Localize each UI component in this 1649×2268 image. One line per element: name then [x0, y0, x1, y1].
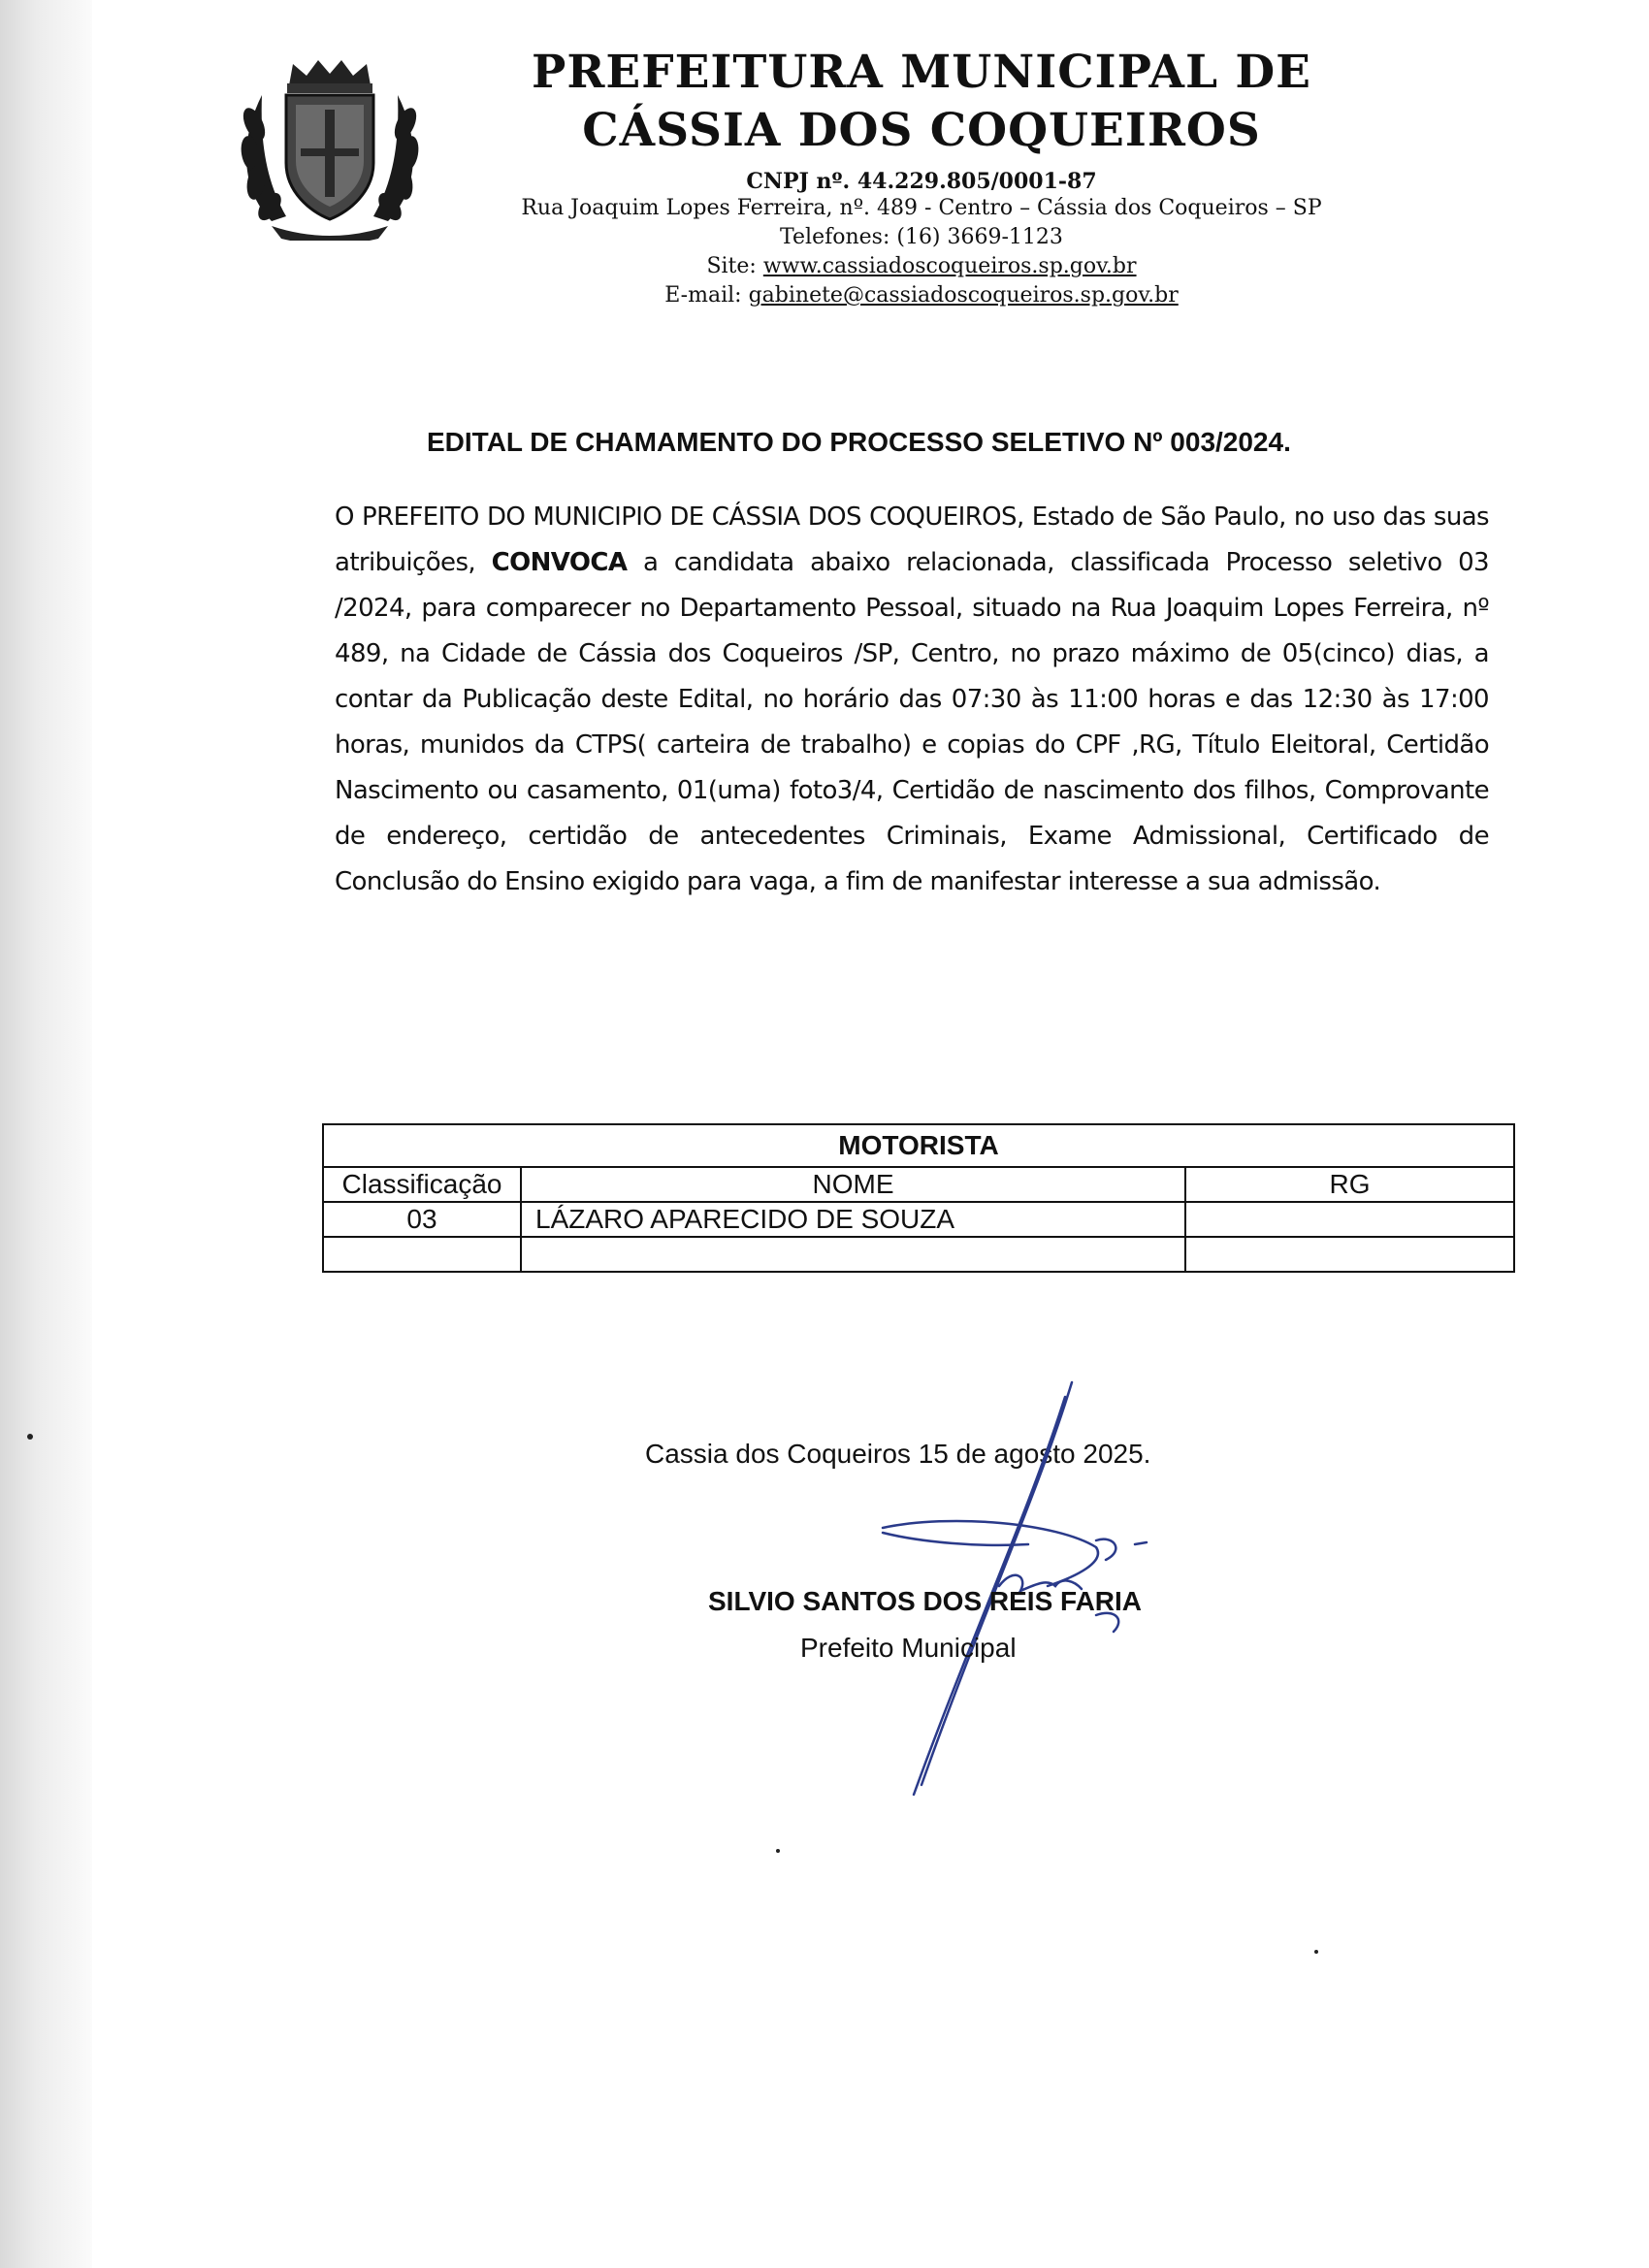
table-row	[323, 1202, 1514, 1237]
signer-role: Prefeito Municipal	[800, 1633, 1017, 1663]
table-title-row	[323, 1124, 1514, 1167]
email-label: E-mail:	[664, 283, 749, 308]
municipal-crest-icon	[233, 56, 427, 241]
cnpj: CNPJ nº. 44.229.805/0001-87	[746, 169, 1097, 194]
edital-title: EDITAL DE CHAMAMENTO DO PROCESSO SELETIVO Nº 003/2024.	[427, 427, 1291, 457]
cell-rg	[1185, 1202, 1514, 1237]
table-header-row	[323, 1167, 1514, 1202]
cell-rg	[1185, 1237, 1514, 1272]
body-bold-convoca: CONVOCA	[491, 548, 628, 577]
email-line	[456, 283, 1387, 308]
header-rg: RG	[1185, 1167, 1514, 1202]
site-link[interactable]: www.cassiadoscoqueiros.sp.gov.br	[762, 254, 1137, 278]
header-classificacao: Classificação	[323, 1167, 521, 1202]
cell-classificacao	[323, 1237, 521, 1272]
scan-speck	[776, 1849, 780, 1853]
cell-nome	[521, 1237, 1185, 1272]
scan-edge-shadow	[0, 0, 92, 2268]
body-part-1: O PREFEITO DO MUNICIPIO DE CÁSSIA DOS COQUEIROS, Estado de São Paulo, no uso das suas atribuições,	[335, 502, 1489, 577]
scan-speck	[27, 1434, 33, 1440]
phones: Telefones: (16) 3669-1123	[780, 225, 1063, 249]
cell-nome: LÁZARO APARECIDO DE SOUZA	[521, 1202, 1185, 1237]
table-title: MOTORISTA	[323, 1124, 1514, 1167]
scan-speck	[1314, 1950, 1318, 1954]
table-row	[323, 1237, 1514, 1272]
prefeitura-title	[456, 44, 1387, 160]
title-line-2: CÁSSIA DOS COQUEIROS	[582, 104, 1261, 157]
candidates-table	[322, 1123, 1515, 1273]
signer-name: SILVIO SANTOS DOS REIS FARIA	[708, 1586, 1143, 1616]
address: Rua Joaquim Lopes Ferreira, nº. 489 - Centro – Cássia dos Coqueiros – SP	[521, 196, 1322, 220]
header-nome: NOME	[521, 1167, 1185, 1202]
cell-classificacao: 03	[323, 1202, 521, 1237]
date-line: Cassia dos Coqueiros 15 de agosto 2025.	[645, 1439, 1151, 1469]
body-part-2: a candidata abaixo relacionada, classificada Processo seletivo 03 /2024, para comparecer no Departamento Pessoal, situado na Rua Joaquim Lopes Ferreira, nº 489, na Cidade de Cássia dos Coqueiros /SP, Centro, no prazo máximo de 05(cinco) dias, a contar da Publicação deste Edital, no horário das 07:30 às 11:00 horas e das 12:30 às 17:00 horas, munidos da CTPS( carteira de trabalho) e copias do CPF ,RG, Título Eleitoral, Certidão Nascimento ou casamento, 01(uma) foto3/4, Certidão de nascimento dos filhos, Comprovante de endereço, certidão de antecedentes Criminais, Exame Admissional, Certificado de Conclusão do Ensino exigido para vaga, a fim de manifestar interesse a sua admissão.	[335, 548, 1489, 896]
site-line	[456, 254, 1387, 278]
email-link[interactable]: gabinete@cassiadoscoqueiros.sp.gov.br	[748, 283, 1179, 308]
site-label: Site:	[706, 254, 763, 278]
title-line-1: PREFEITURA MUNICIPAL DE	[532, 46, 1311, 99]
edital-body	[335, 495, 1489, 905]
